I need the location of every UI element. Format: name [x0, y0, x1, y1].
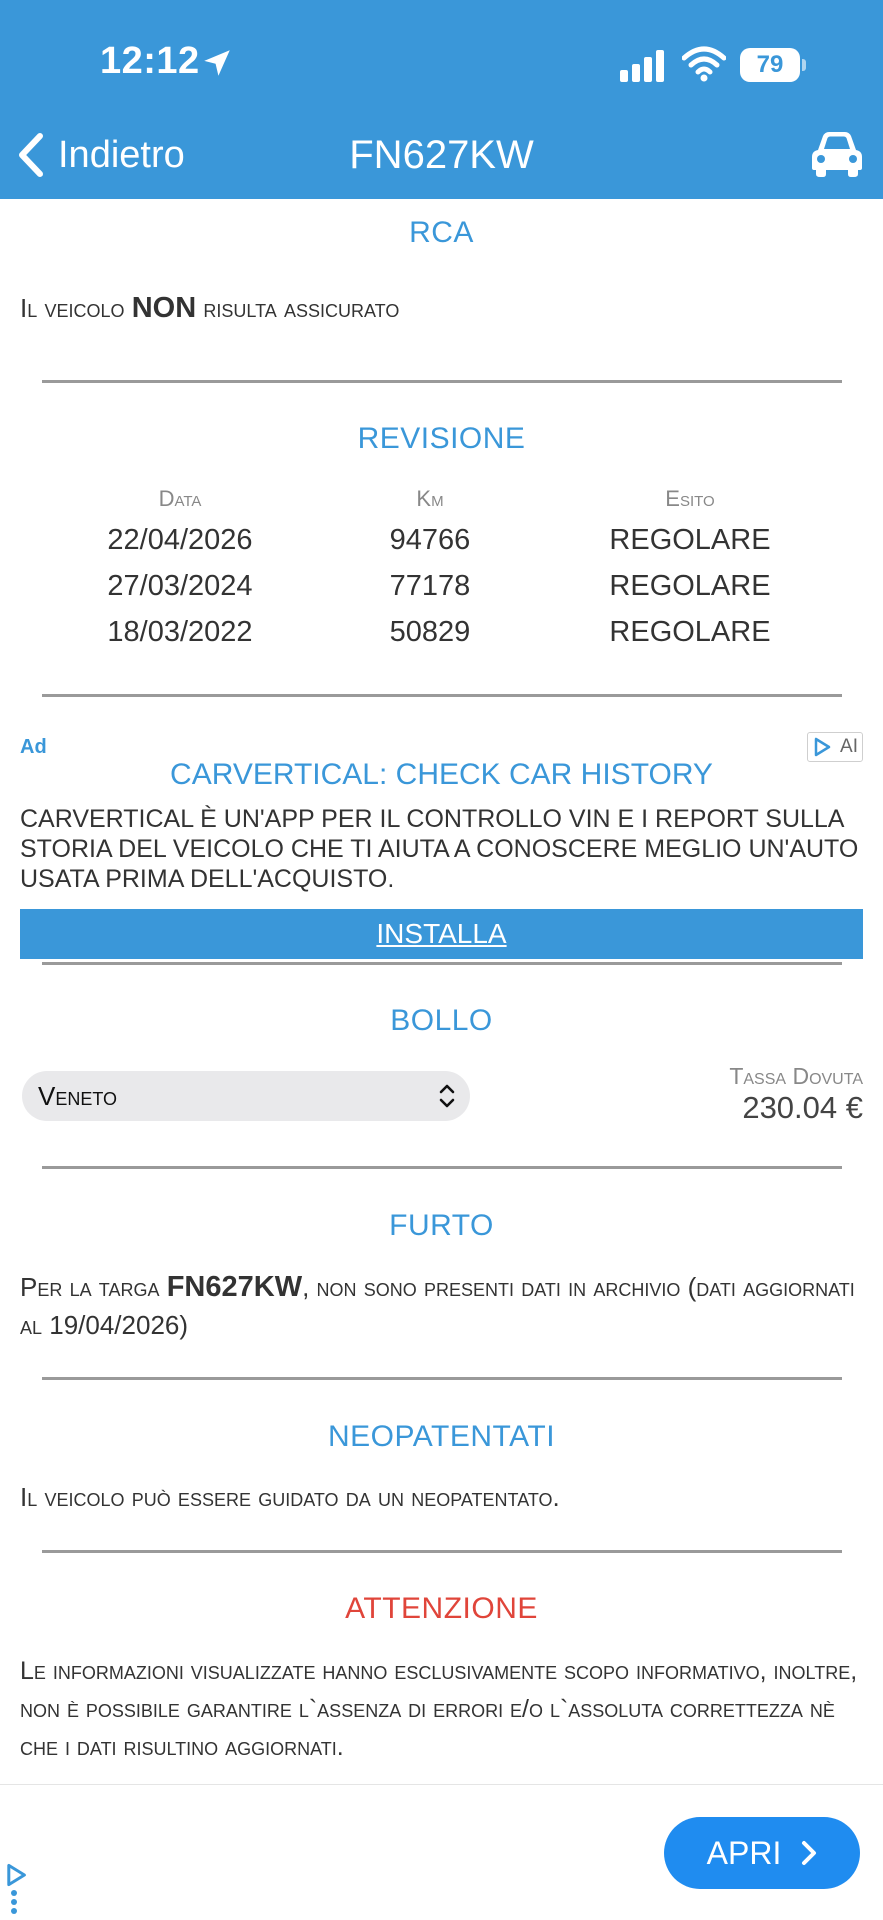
revisione-row-km: 50829 — [389, 616, 471, 648]
rca-status — [20, 292, 865, 325]
adchoices-icon — [812, 737, 832, 757]
region-select-value: Veneto — [38, 1080, 118, 1111]
nav-header — [0, 0, 883, 199]
divider — [42, 1166, 842, 1169]
revisione-row-date: 27/03/2024 — [107, 570, 253, 602]
rca-title: RCA — [409, 216, 474, 249]
furto-title: FURTO — [389, 1209, 494, 1242]
revisione-header-esito: Esito — [665, 486, 715, 511]
revisione-row-km: 77178 — [389, 570, 471, 602]
tax-value: 230.04 € — [742, 1090, 863, 1125]
ad-title[interactable]: CARVERTICAL: CHECK CAR HISTORY — [170, 758, 713, 791]
bottom-ad-bar[interactable] — [0, 1784, 883, 1920]
rca-text-strong: NON — [131, 292, 197, 324]
install-button[interactable]: INSTALLA — [20, 909, 863, 959]
divider — [42, 694, 842, 697]
status-time: 12:12 — [100, 40, 200, 82]
revisione-row-esito: REGOLARE — [609, 616, 771, 648]
revisione-row-esito: REGOLARE — [609, 570, 771, 602]
revisione-row-esito: REGOLARE — [609, 524, 771, 556]
neopatentati-text: Il veicolo può essere guidato da un neopatentato. — [20, 1482, 560, 1512]
chevron-updown-icon — [438, 1082, 456, 1110]
divider — [42, 1377, 842, 1380]
adchoices-icon[interactable] — [4, 1863, 28, 1887]
revisione-row-date: 18/03/2022 — [107, 616, 253, 648]
attenzione-text: Le informazioni visualizzate hanno esclusivamente scopo informativo, inoltre, non è possibile garantire l`assenza di errori e/o l`assoluta correttezza nè che i dati risultino aggiornati. — [20, 1657, 858, 1761]
neopatentati-title: NEOPATENTATI — [327, 1420, 556, 1453]
battery-tip — [802, 59, 806, 71]
divider — [42, 1550, 842, 1553]
revisione-row-km: 94766 — [389, 524, 471, 556]
furto-plate: FN627KW — [166, 1271, 303, 1303]
furto-text-pre: Per la targa — [20, 1272, 167, 1302]
ad-tag: Ad — [20, 736, 47, 758]
ad-choices-label: AI — [840, 736, 858, 757]
bollo-title: BOLLO — [390, 1004, 493, 1037]
ad-description: CARVERTICAL È UN'APP PER IL CONTROLLO VIN E I REPORT SULLA STORIA DEL VEICOLO CHE TI AIUTA A CONOSCERE MEGLIO UN'AUTO USATA PRIMA DELL'ACQUISTO. — [20, 805, 859, 893]
cellular-signal-icon — [620, 50, 666, 82]
revisione-header-km: Km — [416, 486, 444, 511]
car-icon[interactable] — [808, 128, 866, 178]
open-button[interactable] — [664, 1817, 860, 1889]
ad-banner[interactable] — [20, 732, 863, 958]
back-label: Indietro — [58, 133, 185, 176]
region-select[interactable] — [22, 1071, 470, 1121]
rca-text-pre: Il veicolo — [20, 293, 132, 323]
open-button-label: APRI — [706, 1834, 782, 1871]
page-title: FN627KW — [349, 133, 534, 177]
furto-text — [20, 1268, 865, 1344]
divider — [42, 380, 842, 383]
revisione-row-date: 22/04/2026 — [107, 524, 253, 556]
location-arrow-icon — [200, 46, 234, 80]
revisione-title: REVISIONE — [357, 422, 526, 455]
attenzione-title: ATTENZIONE — [345, 1592, 538, 1625]
tax-label: Tassa Dovuta — [729, 1063, 863, 1089]
divider — [42, 962, 842, 965]
chevron-right-icon — [801, 1840, 817, 1866]
battery-level: 79 — [740, 48, 800, 82]
wifi-icon — [682, 46, 726, 82]
more-options-icon[interactable] — [10, 1889, 18, 1915]
furto-text-post: , non sono presenti dati in archivio (dati aggiornati al 19/04/2026) — [20, 1272, 855, 1340]
rca-text-post: risulta assicurato — [196, 293, 400, 323]
battery-icon — [740, 48, 806, 82]
revisione-header-data: Data — [158, 486, 202, 511]
